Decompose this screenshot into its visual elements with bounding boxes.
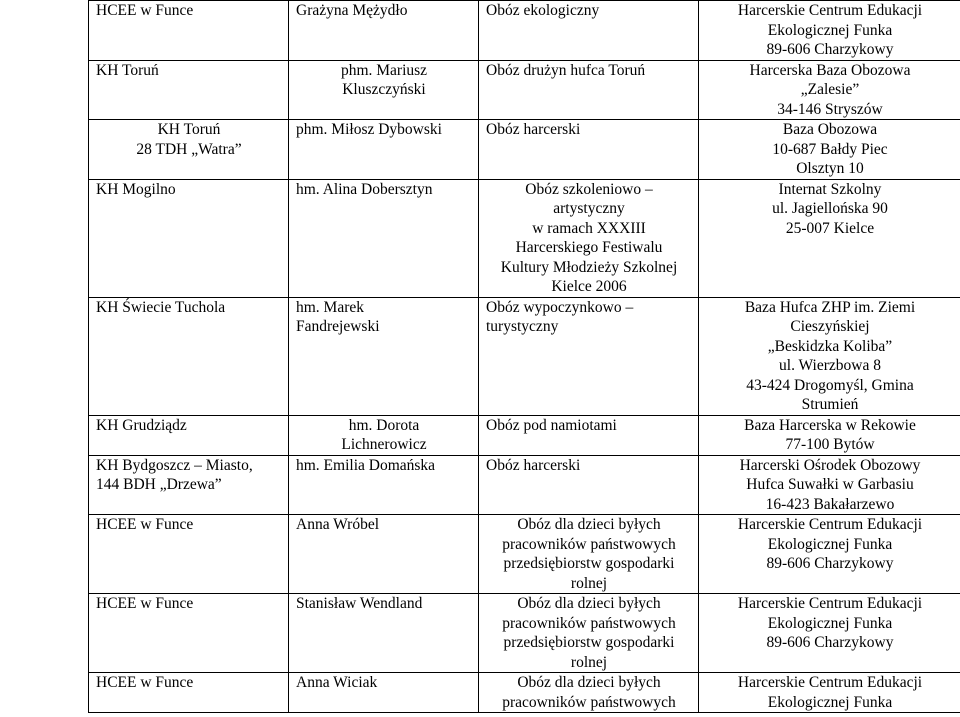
cell-line: Olsztyn 10	[796, 160, 864, 177]
cell-line: Obóz dla dzieci byłych	[517, 595, 661, 612]
cell-line: 77-100 Bytów	[785, 436, 875, 453]
cell-camp	[479, 179, 699, 297]
cell-line: Kultury Młodzieży Szkolnej	[500, 258, 678, 276]
cell-line: Harcerskie Centrum Edukacji	[737, 674, 923, 691]
cell-line: Obóz pod namiotami	[486, 416, 617, 434]
cell-unit	[89, 594, 289, 673]
table-row	[89, 120, 960, 180]
cell-line: Obóz dla dzieci byłych	[517, 516, 661, 533]
cell-line: rolnej	[570, 653, 608, 671]
cell-line: 28 TDH „Watra”	[136, 140, 242, 158]
cell-place	[699, 594, 960, 673]
table-row	[89, 415, 960, 455]
cell-line: 144 BDH „Drzewa”	[96, 476, 222, 493]
cell-unit	[89, 297, 289, 415]
cell-line: KH Toruń	[96, 61, 159, 79]
cell-line: 34-146 Stryszów	[777, 100, 883, 118]
cell-line: Harcerska Baza Obozowa	[749, 61, 911, 79]
cell-line: Kluszczyński	[342, 81, 426, 98]
cell-line: KH Mogilno	[96, 180, 176, 198]
cell-line: KH Grudziądz	[96, 416, 187, 434]
cell-unit	[89, 515, 289, 594]
table-row	[89, 297, 960, 415]
table-row	[89, 1, 960, 61]
cell-line: Strumień	[801, 396, 859, 413]
cell-line: KH Toruń	[157, 121, 221, 138]
cell-line: Obóz ekologiczny	[486, 2, 600, 19]
cell-line: artystyczny	[553, 200, 625, 217]
cell-line: Lichnerowicz	[341, 436, 427, 453]
cell-line: 89-606 Charzykowy	[766, 41, 894, 58]
cell-line: turystyczny	[486, 318, 559, 335]
cell-leader	[289, 515, 479, 594]
cell-leader	[289, 297, 479, 415]
cell-line: pracowników państwowych	[502, 614, 676, 632]
cell-line: „Beskidzka Koliba”	[767, 337, 893, 355]
cell-line: Obóz szkoleniowo –	[525, 180, 653, 198]
table-row	[89, 673, 960, 713]
cell-line: Obóz harcerski	[486, 121, 581, 138]
cell-line: phm. Mariusz	[340, 61, 428, 79]
table-row	[89, 60, 960, 120]
cell-unit	[89, 1, 289, 61]
cell-line: Ekologicznej Funka	[767, 535, 893, 553]
cell-leader	[289, 594, 479, 673]
cell-line: Ekologicznej Funka	[767, 693, 893, 711]
cell-line: w ramach XXXIII	[532, 219, 646, 237]
table-row	[89, 179, 960, 297]
cell-leader	[289, 120, 479, 180]
cell-line: HCEE w Funce	[96, 595, 194, 612]
cell-line: hm. Dorota	[348, 416, 420, 434]
cell-line: Harcerskie Centrum Edukacji	[737, 2, 923, 19]
cell-camp	[479, 594, 699, 673]
cell-unit	[89, 120, 289, 180]
cell-line: pracowników państwowych	[502, 535, 676, 553]
cell-line: Baza Obozowa	[782, 121, 878, 138]
table-row	[89, 515, 960, 594]
cell-unit	[89, 455, 289, 515]
cell-line: 43-424 Drogomyśl, Gmina	[746, 376, 914, 394]
camps-table	[88, 0, 960, 713]
cell-place	[699, 297, 960, 415]
cell-line: Stanisław Wendland	[296, 595, 423, 612]
cell-leader	[289, 673, 479, 713]
cell-line: Obóz drużyn hufca Toruń	[486, 61, 646, 79]
cell-line: Harcerski Ośrodek Obozowy	[739, 456, 921, 474]
cell-line: 10-687 Bałdy Piec	[772, 140, 888, 158]
cell-unit	[89, 60, 289, 120]
cell-line: hm. Emilia Domańska	[296, 456, 436, 474]
cell-line: hm. Alina Dobersztyn	[296, 180, 433, 198]
cell-line: Harcerskie Centrum Edukacji	[737, 516, 923, 533]
cell-line: 16-423 Bakałarzewo	[765, 495, 895, 513]
cell-place	[699, 415, 960, 455]
cell-line: Ekologicznej Funka	[767, 614, 893, 632]
cell-camp	[479, 1, 699, 61]
cell-camp	[479, 673, 699, 713]
cell-line: Internat Szkolny	[778, 180, 882, 198]
cell-camp	[479, 60, 699, 120]
cell-camp	[479, 515, 699, 594]
cell-line: 89-606 Charzykowy	[766, 634, 894, 651]
cell-line: Anna Wiciak	[296, 674, 378, 691]
cell-leader	[289, 60, 479, 120]
cell-leader	[289, 415, 479, 455]
cell-place	[699, 179, 960, 297]
cell-line: przedsiębiorstw gospodarki	[503, 555, 675, 572]
cell-line: Baza Hufca ZHP im. Ziemi	[744, 298, 916, 316]
cell-line: 25-007 Kielce	[785, 219, 875, 237]
cell-camp	[479, 120, 699, 180]
cell-unit	[89, 673, 289, 713]
cell-unit	[89, 179, 289, 297]
cell-line: Hufca Suwałki w Garbasiu	[746, 476, 914, 493]
cell-line: Obóz wypoczynkowo –	[486, 298, 634, 316]
cell-line: Baza Harcerska w Rekowie	[744, 416, 916, 434]
cell-line: Grażyna Mężydło	[296, 2, 408, 19]
cell-leader	[289, 455, 479, 515]
cell-line: rolnej	[570, 574, 608, 592]
cell-line: HCEE w Funce	[96, 2, 194, 19]
cell-leader	[289, 1, 479, 61]
camps-table-body	[89, 1, 960, 713]
cell-camp	[479, 455, 699, 515]
cell-camp	[479, 297, 699, 415]
cell-line: KH Świecie Tuchola	[96, 298, 226, 316]
cell-line: „Zalesie”	[800, 81, 860, 98]
cell-leader	[289, 179, 479, 297]
cell-line: Ekologicznej Funka	[767, 21, 893, 39]
cell-line: ul. Wierzbowa 8	[779, 357, 881, 374]
cell-place	[699, 455, 960, 515]
cell-line: hm. Marek	[296, 298, 365, 316]
cell-line: Fandrejewski	[296, 318, 380, 335]
cell-line: Obóz dla dzieci byłych	[517, 674, 661, 691]
table-row	[89, 594, 960, 673]
cell-line: Harcerskie Centrum Edukacji	[737, 595, 923, 612]
cell-place	[699, 60, 960, 120]
cell-line: pracowników państwowych	[502, 693, 676, 711]
cell-line: 89-606 Charzykowy	[766, 555, 894, 572]
cell-line: Anna Wróbel	[296, 516, 380, 533]
cell-camp	[479, 415, 699, 455]
cell-line: przedsiębiorstw gospodarki	[503, 634, 675, 651]
cell-line: phm. Miłosz Dybowski	[296, 121, 442, 138]
cell-place	[699, 120, 960, 180]
cell-line: Kielce 2006	[551, 278, 627, 295]
cell-unit	[89, 415, 289, 455]
cell-line: HCEE w Funce	[96, 516, 194, 533]
cell-line: Harcerskiego Festiwalu	[515, 239, 663, 256]
cell-line: HCEE w Funce	[96, 674, 194, 691]
cell-place	[699, 1, 960, 61]
cell-line: ul. Jagiellońska 90	[772, 200, 888, 217]
cell-line: Obóz harcerski	[486, 456, 581, 474]
cell-line: Cieszyńskiej	[790, 318, 870, 335]
table-row	[89, 455, 960, 515]
cell-place	[699, 515, 960, 594]
cell-place	[699, 673, 960, 713]
cell-line: KH Bydgoszcz – Miasto,	[96, 456, 253, 474]
